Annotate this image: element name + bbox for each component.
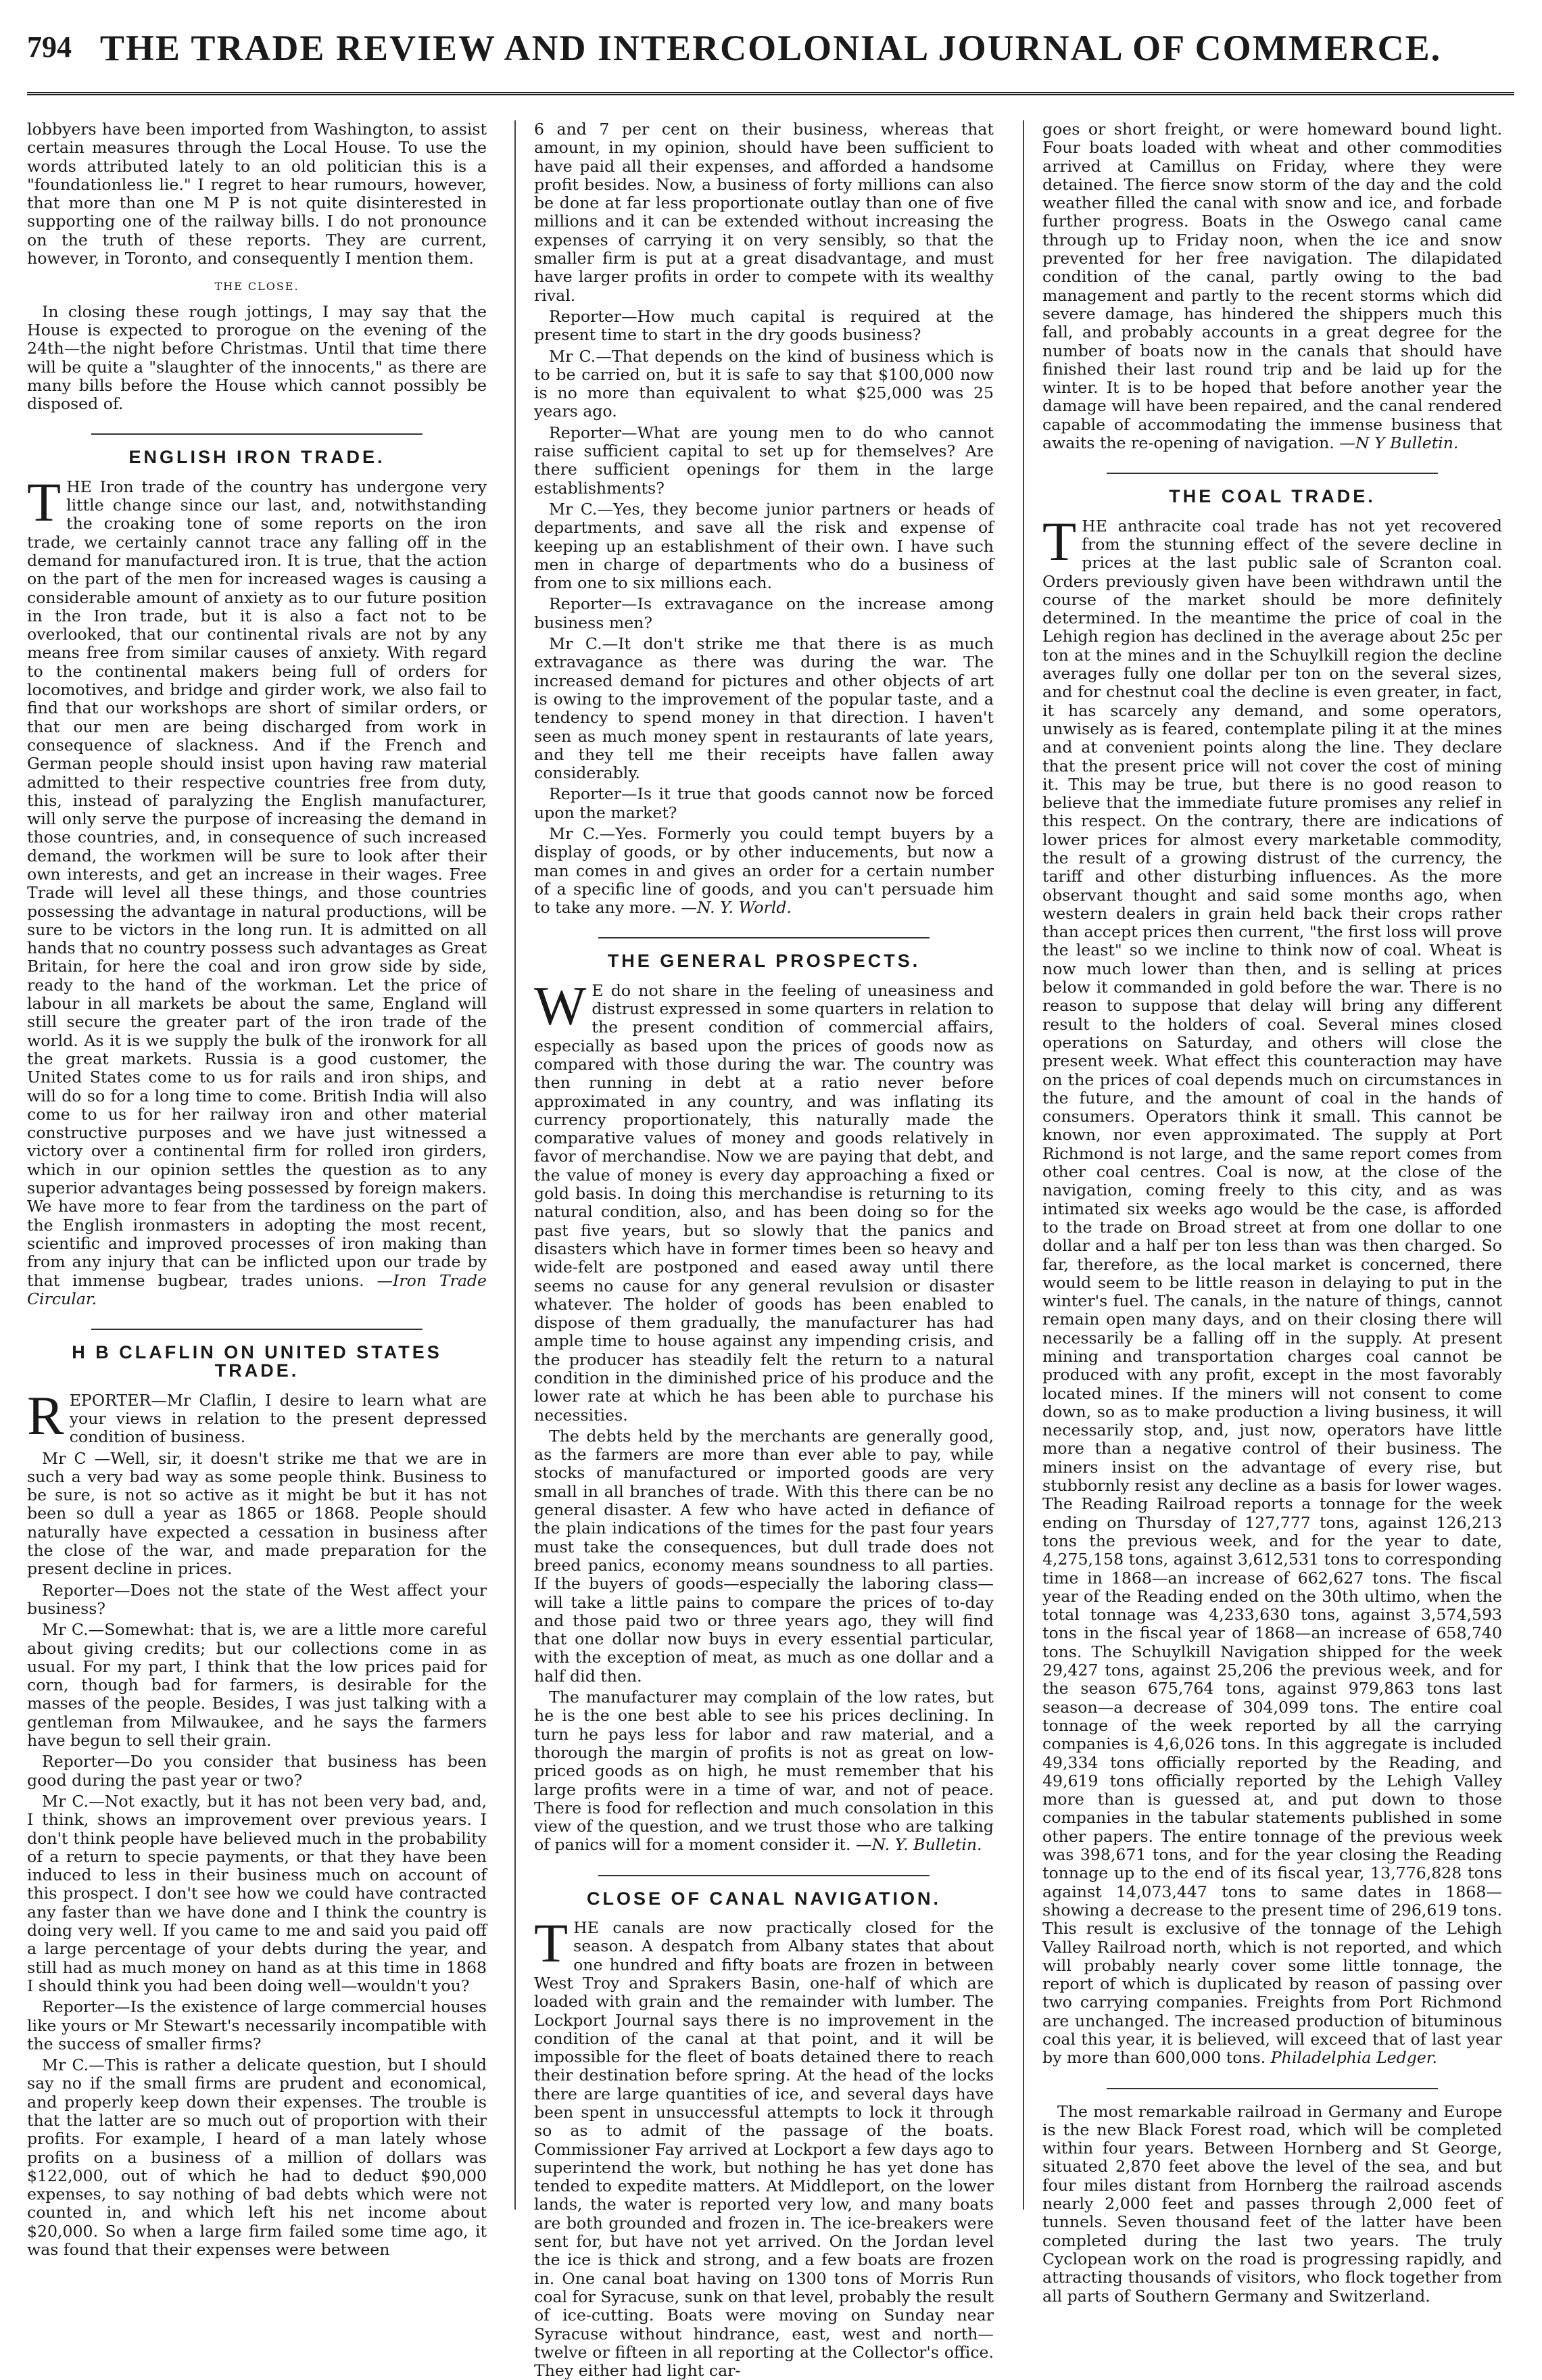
paragraph: In closing these rough jottings, I may say that the House is expected to prorogue on the evening of the 24th—the night before Christmas. Until that time there will be quite a "slaughter of the innocents," as there are many bills before the House which cannot possibly be disposed of. [27,302,487,414]
paragraph [534,1688,994,1855]
column-rule-right [1023,120,1024,2210]
article-canal-navigation [534,1912,994,2380]
paragraph: Reporter—How much capital is required at the present time to start in the dry goods business? [534,306,994,345]
paragraph: Reporter—What are young men to do who cannot raise sufficient capital to set up for themselves? Are there sufficient openings for them in the large establishments? [534,423,994,498]
paragraph: Mr C.—Yes, they become junior partners or heads of departments, and save all the risk and expense of keeping up an establishment of their own. I have such men in charge of departments who do a business of from one to six millions each. [534,499,994,593]
section-divider [91,433,423,435]
paragraph: Mr C.—Somewhat: that is, we are a little more careful about giving credits; but our collections come in as usual. For my part, I think that the low prices paid for corn, though bad for farmers, is desirable for the masses of the people. Besides, I was just talking with a gentleman from Milwaukee, and he says the farmers have begun to sell their grain. [27,1620,487,1751]
column-2 [534,120,994,2380]
paragraph [534,825,994,917]
column-rule-left [514,120,516,2210]
paragraph: Reporter—Do you consider that business has been good during the past year or two? [27,1752,487,1790]
paragraph: Reporter—Is the existence of large commercial houses like yours or Mr Stewart's necessarily incompatible with the success of smaller firms? [27,1997,487,2053]
article-text: goes or short freight, or were homeward bound light. Four boats loaded with wheat and other commodities arrived at Camillus on Friday, where they were detained. The fierce snow storm of the day and the cold weather filled the canal with snow and ice, and forbade further progress. Boats in the Oswego canal came through up to Friday noon, when the ice and snow prevented for her free navigation. The dilapidated condition of the canal, partly owing to the bad management and partly to the recent storms which did severe damage, has hindered the shippers much this fall, and probably accounts in a great degree for the number of boats now in the canals that should have finished their last round trip and be laid up for the winter. It is to be hoped that before another year the damage will have been repaired, and the canal rendered capable of accommodating the immense business that awaits the re-opening of navigation. [1042,120,1502,453]
heading-english-iron-trade: ENGLISH IRON TRADE. [128,447,385,468]
paragraph: 6 and 7 per cent on their business, whereas that amount, in my opinion, should have been sufficient to have paid all their expenses, and afforded a handsome profit besides. Now, a business of forty millions can also be done at far less proportionate outlay than one of five millions and it can be extended without increasing the expenses of carrying it on very sensibly, so that the smaller firm is put at a great disadvantage, and must have larger profits in order to compete with its wealthy rival. [534,120,994,305]
heading-coal-trade: THE COAL TRADE. [1169,486,1376,507]
column-1 [27,120,487,2260]
article-coal-trade [1042,510,1502,2068]
drop-cap: T [534,1912,569,1974]
journal-title: THE TRADE REVIEW AND INTERCOLONIAL JOURNAL OF COMMERCE. [99,28,1442,68]
drop-cap: R [27,1384,64,1446]
article-text: HE canals are now practically closed for the season. A despatch from Albany states that about one hundred and fifty boats are frozen in between West Troy and Sprakers Basin, one-half of which are loaded with grain and the remainder with lumber. The Lockport Journal says there is no improvement in the condition of the canal at that point, and it will be impossible for the fleet of boats detained there to reach their destination before spring. At the head of the locks there are large quantities of ice, and several days have been spent in unsuccessful attempts to lock it through so as to admit of the passage of the boats. Commissioner Fay arrived at Lockport a few days ago to superintend the work, but nothing he has yet done has tended to expedite matters. At Middleport, on the lower lands, the water is reported very low, and many boats are both grounded and frozen in. The ice-breakers were sent for, but have not yet arrived. On the Jordan level the ice is thick and strong, and a few boats are frozen in. One canal boat having on 1300 tons of Morris Run coal for Syracuse, sunk on that level, probably the result of ice-cutting. Boats were moving on Sunday near Syracuse without hindrance, east, west and north—twelve or fifteen in all reporting at the Collector's office. They either had light car- [534,1918,994,2380]
subheading-the-close: THE CLOSE. [214,280,299,293]
section-divider [1107,2088,1438,2089]
paragraph: The debts held by the merchants are generally good, as the farmers are more than ever able to pay, while stocks of manufactured or imported goods are very small in all branches of trade. With this there can be no general disaster. A few who have acted in defiance of the plain indications of the times for the past four years must take the consequences, but dull trade does not breed panics, economy means soundness to all parties. If the buyers of goods—especially the laboring class—will take a little pains to compare the prices of to-day and those paid two or three years ago, they will find that one dollar now buys in every essential particular, with the exception of meat, as much as one dollar and a half did then. [534,1426,994,1686]
paragraph: Reporter—Is it true that goods cannot now be forced upon the market? [534,784,994,822]
heading-claflin: H B CLAFLIN ON UNITED STATES TRADE. [72,1342,442,1381]
article-text: The manufacturer may complain of the low rates, but he is the one best able to see his prices declining. In turn he pays less for labor and raw material, and a thorough the margin of profits is not as great on low-priced goods as on high, he must remember that his large profits were in a time of war, and not of peace. There is food for reflection and much consolation in this view of the question, and we trust those who are talking of panics will for a moment consider it. [534,1688,994,1855]
source-credit: —N. Y. World. [681,898,792,918]
article-text: E do not share in the feeling of uneasiness and distrust expressed in some quarters in relation to the present condition of commercial affairs, especially as based upon the prices of goods now as compared with those during the war. The country was then running in debt at a ratio never before approximated in any country, and was inflating its currency proportionately, this naturally made the comparative values of money and goods relatively in favor of merchandise. Now we are paying that debt, and the value of money is every day approaching a fixed or gold basis. In doing this merchandise is returning to its natural condition, also, and has been doing so for the past five years, but so slowly that the panics and disasters which have in former times been so heavy and wide-felt are postponed and eased away until there seems no cause for any general revulsion or disaster whatever. The holder of goods has been enabled to dispose of them gradually, the manufacturer has had ample time to house against any impending crisis, and the producer has steadily felt the return to a natural condition in the diminished price of his produce and the lower rate at which he has been able to purchase his necessities. [534,980,994,1425]
section-divider [1107,473,1438,474]
drop-cap: T [27,471,62,533]
masthead [27,27,1514,95]
source-credit: —N Y Bulletin. [1339,433,1459,453]
paragraph: Mr C.—That depends on the kind of business which is to be carried on, but it is safe to say that $100,000 now is no more than equivalent to what $25,000 was 25 years ago. [534,346,994,421]
claflin-lead [27,1384,487,1447]
paragraph: Mr C.—It don't strike me that there is as much extravagance as there was during the war. The increased demand for pictures and other objects of art is owing to the improvement of the popular taste, and a tendency to spend money in that direction. I haven't seen as much money spent in restaurants of late years, and they tell me their receipts have fallen away considerably. [534,634,994,783]
paragraph: lobbyers have been imported from Washington, to assist certain measures through the Local House. To use the words attributed lately to an old politician this is a "foundationless lie." I regret to hear rumours, however, that more than one M P is not quite disinterested in supporting one of the railway bills. I do not pronounce on the truth of these reports. They are current, however, in Toronto, and consequently I mention them. [27,120,487,268]
drop-cap: T [1042,510,1077,572]
section-divider [598,1875,930,1876]
page-number: 794 [27,30,72,64]
paragraph: Mr C.—Not exactly, but it has not been very bad, and, I think, shows an improvement over previous years. I don't think people have believed much in the probability of a return to specie payments, or that they have been induced to less in their business much on account of this prospect. I don't see how we could have contracted any faster than we have done and I think the country is doing very well. If you came to me and said you paid off a large percentage of your debts during the year, and still had as much money on hand as at this time in 1868 I should think you had been doing well—wouldn't you? [27,1791,487,1995]
article-english-iron-trade [27,471,487,1308]
source-credit: —N. Y. Bulletin. [856,1835,982,1855]
section-divider [598,937,930,938]
heading-general-prospects: THE GENERAL PROSPECTS. [607,951,921,972]
source-credit: Philadelphia Ledger. [1270,2048,1437,2068]
drop-cap: W [534,974,587,1037]
paragraph: Mr C.—This is rather a delicate question, but I should say no if the small firms are prudent and economical, and properly keep down their expenses. The trouble is that the latter are so much out of proportion with their profits. For example, I heard of a man lately whose profits on a business of a million of dollars was $122,000, out of which he had to deduct $90,000 expenses, to say nothing of bad debts which were not counted in, and which left his net income about $20,000. So when a large firm failed some time ago, it was found that their expenses were between [27,2055,487,2260]
paragraph: Mr C —Well, sir, it doesn't strike me that we are in such a very bad way as some people think. Business to be sure, is not so active as it might be but it has not been so dull a year as 1865 or 1868. People should naturally have expected a cessation in business after the close of the war, and made preparation for the present decline in prices. [27,1448,487,1579]
article-text: HE Iron trade of the country has undergone very little change since our last, and, notwithstanding the croaking tone of some reports on the iron trade, we certainly cannot trace any falling off in the demand for manufactured iron. It is true, that the action on the part of the men for increased wages is causing a considerable amount of anxiety as to our future position in the Iron trade, but it is also a fact not to be overlooked, that our continental rivals are not by any means free from similar causes of anxiety. With regard to the continental makers being full of orders for locomotives, and bridge and girder work, we also fail to find that our workshops are short of similar orders, or that our men are being discharged from work in consequence of slackness. And if the French and German people should insist upon having raw material admitted to their respective countries free from duty, this, instead of paralyzing the English manufacturer, will only serve the purpose of increasing the demand in those countries, and, in consequence of such increased demand, the workmen will be sure to look after their own interests, and get an increase in their wages. Free Trade will level all these things, and those countries possessing the advantage in natural productions, will be sure to be victors in the long run. It is admitted on all hands that no country possess such advantages as Great Britain, for here the coal and iron grow side by side, ready to the hand of the workman. Let the price of labour in all markets be about the same, England will still secure the greater part of the iron trade of the world. As it is we supply the bulk of the ironwork for all the great markets. Russia is a good customer, the United States come to us for rails and iron ships, and will do so for a long time to come. British India will also come to us for her railway iron and other material constructive purposes and we have just witnessed a victory over a continental firm for rolled iron girders, which in our opinion settles the question as to any superior advantages being possessed by foreign makers. We have more to fear from the tardiness on the part of the English ironmasters in adopting the most recent, scientific and improved processes of iron making than from any injury that can be inflicted upon our trade by that immense bugbear, trades unions. [27,477,487,1290]
source-credit: —Iron Trade Circular. [27,1270,487,1308]
article-text: HE anthracite coal trade has not yet recovered from the stunning effect of the severe decline in prices at the last public sale of Scranton coal. Orders previously given have been withdrawn until the course of the market should be more definitely determined. In the meantime the price of coal in the Lehigh region has declined in the average about 25c per ton at the mines and in the Schuylkill region the decline averages fully one dollar per ton on the several sizes, and for chestnut coal the decline is even greater, in fact, it has scarcely any demand, and some operators, unwisely as is feared, contemplate piling it at the mines and at convenient points along the line. They declare that the present price will not cover the cost of mining it. This may be true, but there is no good reason to believe that the immediate future promises any relief in this respect. On the contrary, there are indications of lower prices for almost every marketable commodity, the result of a growing distrust of the currency, the tariff and other disturbing influences. As the more observant thought and said some months ago, when western dealers in grain held back their crops rather than accept prices then current, "the first loss will prove the least" so we incline to think now of coal. Wheat is now much lower than then, and is selling at prices below it commanded in gold before the war. There is no reason to suppose that delay will bring any different result to the holders of coal. Several mines closed operations on Saturday, and others will close the present week. What effect this counteraction may have on the prices of coal depends much on circumstances in the future, and the amount of coal in the hands of consumers. Operators think it small. This cannot be known, nor even approximated. The supply at Port Richmond is not large, and the same report comes from other coal centres. Coal is now, at the close of the navigation, coming freely to this city, and as was intimated six weeks ago would be the case, is afforded to the trade on Broad street at from one dollar to one dollar and a half per ton less than was then charged. So far, therefore, as the local market is concerned, there would seem to be little reason in delaying to put in the winter's fuel. The canals, in the nature of things, cannot remain open many days, and on their closing there will necessarily be a falling off in the supply. At present mining and transportation charges coal cannot be produced with any profit, except in the most favorably located mines. If the miners will not consent to come down, so as to make production a living business, it will necessarily stop, and, just now, operators have little more than a negative control of their business. The miners insist on the advantage of every rise, but stubbornly resist any decline as a basis for lower wages. The Reading Railroad reports a tonnage for the week ending on Thursday of 127,777 tons, against 126,213 tons the previous week, and for the year to date, 4,275,158 tons, against 3,612,531 tons to corresponding time in 1868—an increase of 662,627 tons. The fiscal year of the Reading ended on the 30th ultimo, when the total tonnage was 4,233,630 tons, against 3,574,593 tons in the fiscal year of 1868—an increase of 658,740 tons. The Schuylkill Navigation shipped for the week 29,427 tons, against 25,206 the previous week, and for the season 675,764 tons, against 979,863 tons last season—a decrease of 304,099 tons. The entire coal tonnage of the week reported by all the carrying companies is 4,6,026 tons. In this aggregate is included 49,334 tons officially reported by the Reading, and 49,619 tons officially reported by the Lehigh Valley more than is guessed at, and put down to those companies in the tabular statements published in some other papers. The entire tonnage of the previous week was 398,671 tons, and for the year closing the Reading tonnage up to the end of its fiscal year, 13,776,828 tons against 14,073,447 tons to same dates in 1868—showing a decrease to the present time of 296,619 tons. This result is exclusive of the tonnage of the Lehigh Valley Railroad north, which is not reported, and which will probably nearly cover some little tonnage, the report of which is duplicated by reason of passing over two carrying companies. Freights from Port Richmond are unchanged. The increased production of bituminous coal this year, it is believed, will exceed that of last year by more than 600,000 tons. [1042,516,1502,2068]
heading-canal-navigation: CLOSE OF CANAL NAVIGATION. [586,1888,941,1909]
paragraph [1042,120,1502,452]
paragraph: Reporter—Does not the state of the West affect your business? [27,1580,487,1618]
article-text: EPORTER—Mr Claflin, I desire to learn what are your views in relation to the present depressed condition of business. [69,1390,487,1447]
paragraph: The most remarkable railroad in Germany and Europe is the new Black Forest road, which will be completed within four years. Between Hornberg and St George, situated 2,870 feet above the level of the sea, and but four miles distant from Hornberg the railroad ascends nearly 2,000 feet and passes through 2,000 feet of tunnels. Seven thousand feet of the latter have been completed during the last two years. The truly Cyclopean work on the road is progressing rapidly, and attracting thousands of visitors, who flock together from all parts of Southern Germany and Switzerland. [1042,2101,1502,2306]
section-divider [91,1329,423,1330]
paragraph: Reporter—Is extravagance on the increase among business men? [534,594,994,632]
article-general-prospects [534,974,994,1425]
column-3 [1042,120,1502,2306]
article-text: Mr C.—Yes. Formerly you could tempt buyers by a display of goods, or by other inducements, but now a man comes in and gives an order for a certain number of a specific line of goods, and you can't persuade him to take any more. [534,824,994,918]
